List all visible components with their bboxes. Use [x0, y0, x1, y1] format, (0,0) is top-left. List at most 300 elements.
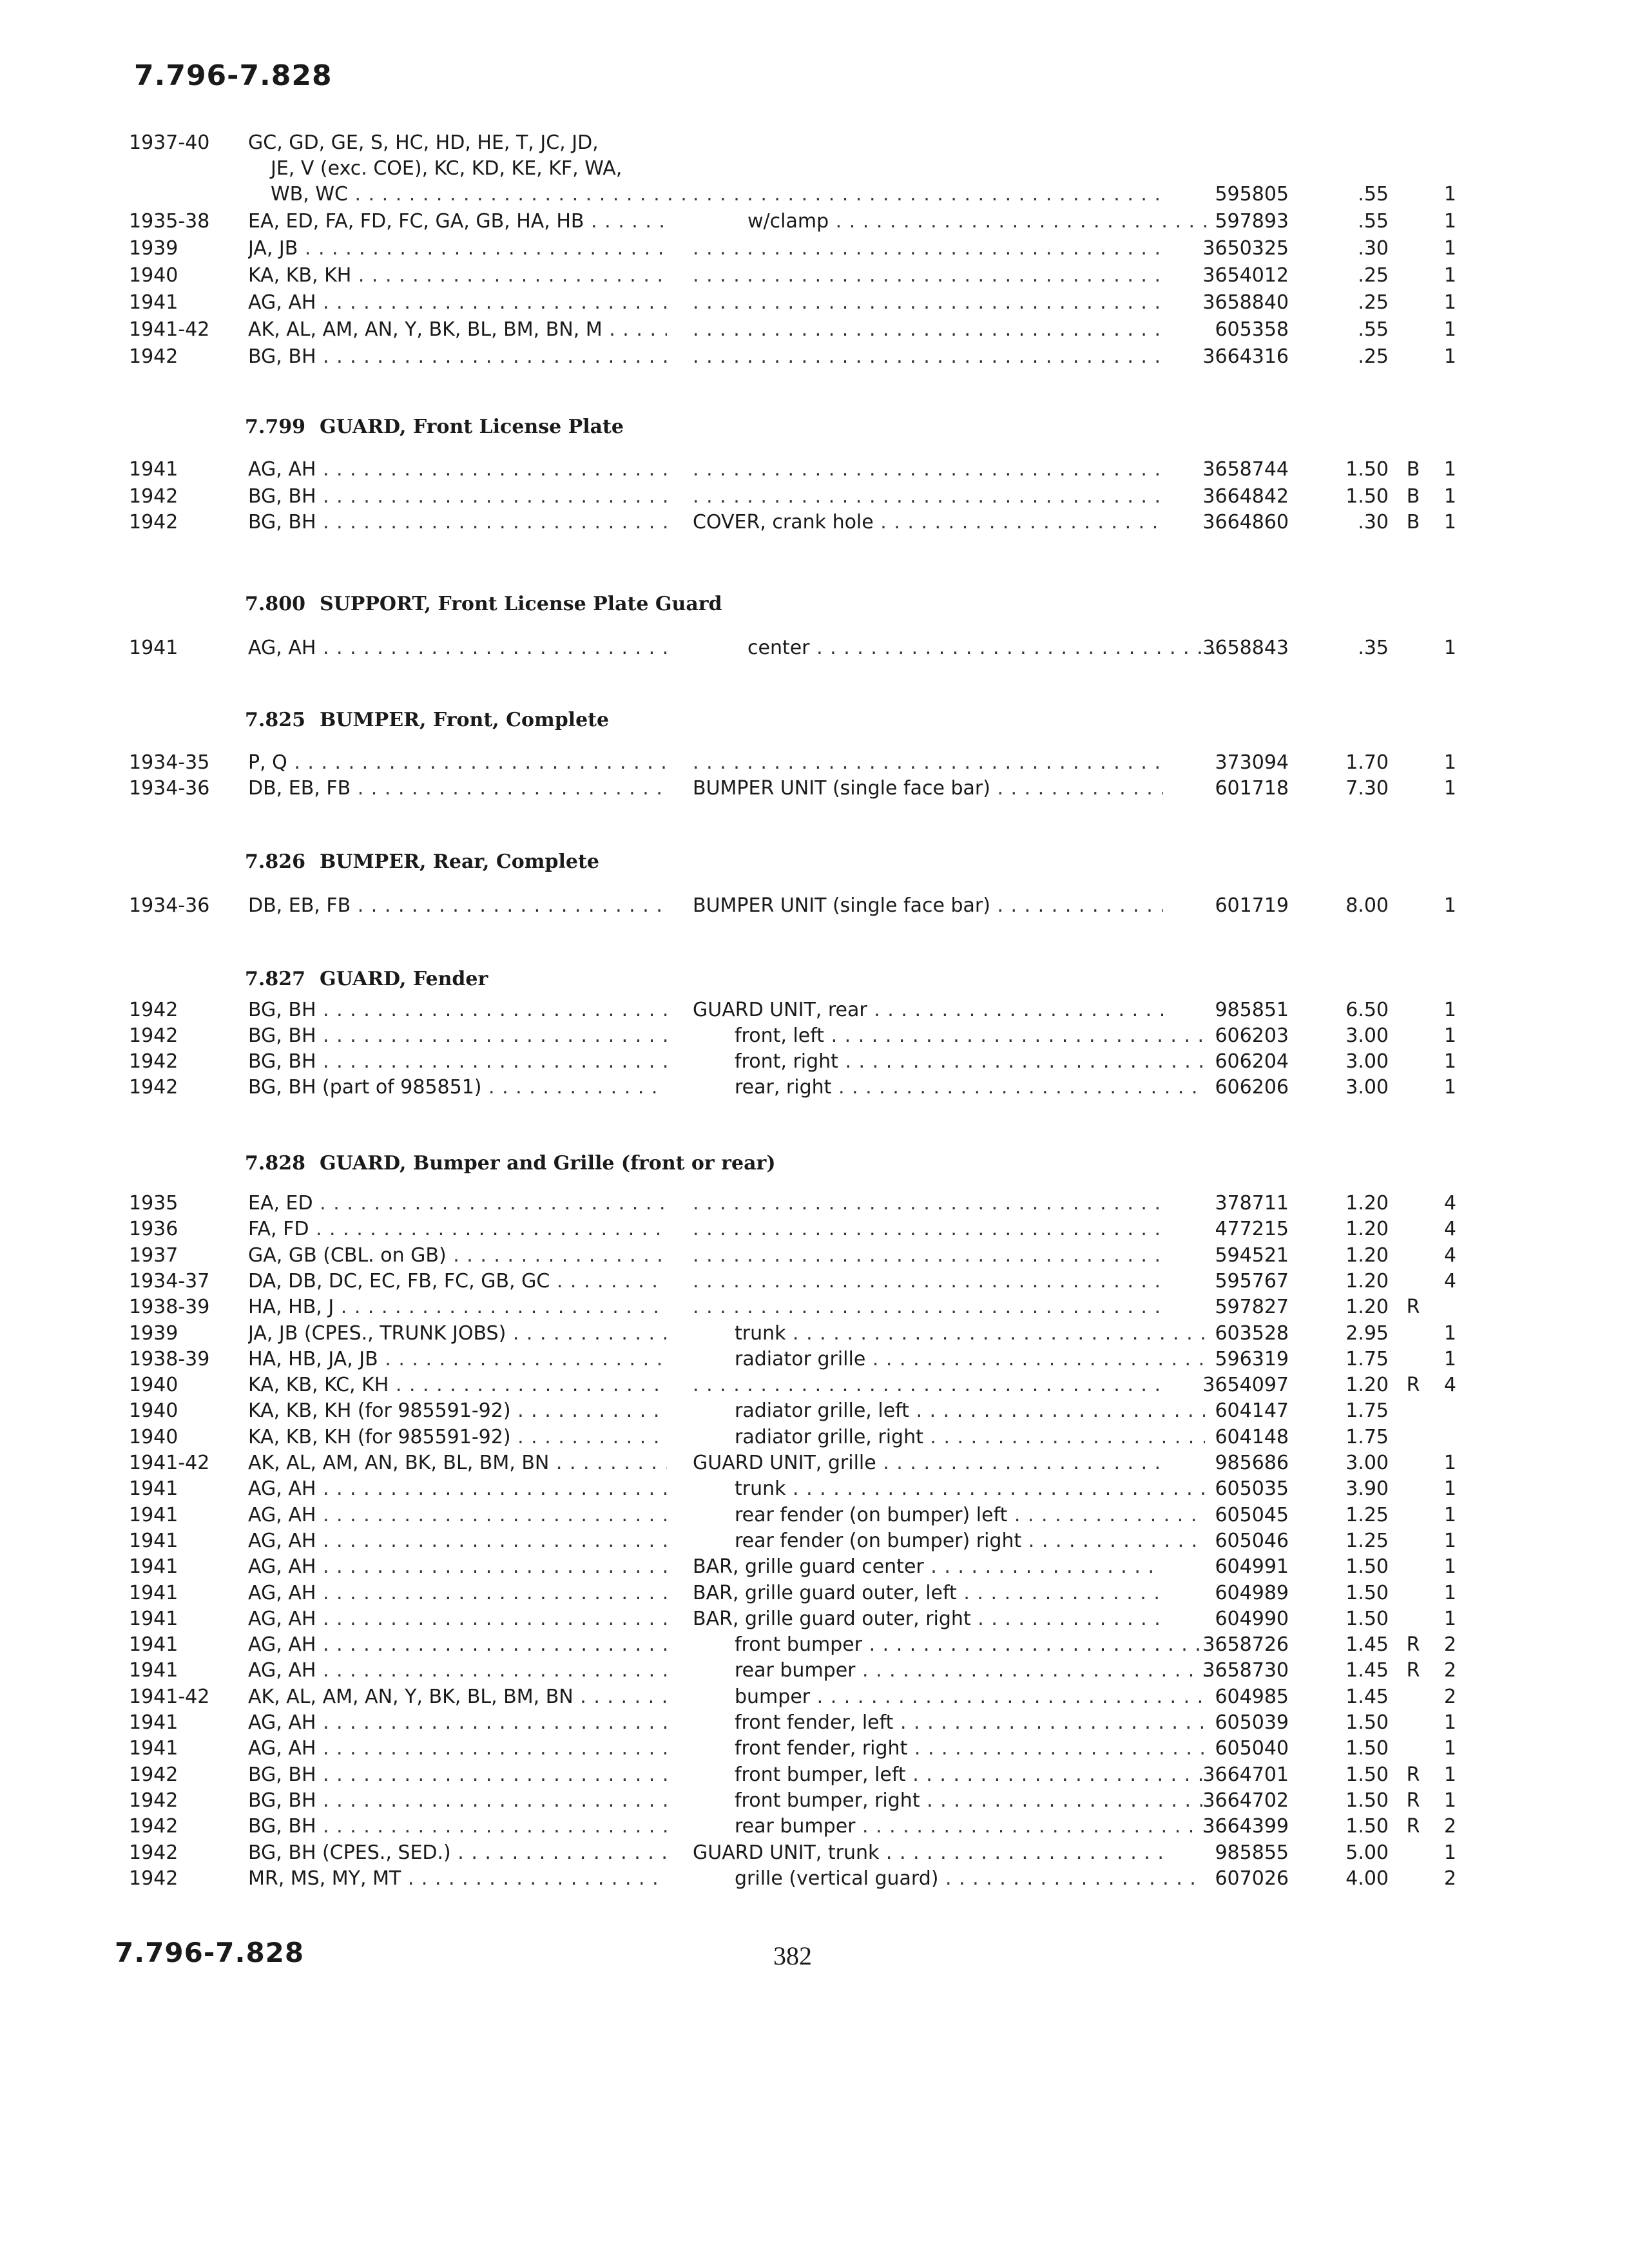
quantity-cell: 2 — [1443, 1659, 1456, 1682]
models-cell: WB, WC . . . — [248, 182, 689, 207]
description-cell: GUARD UNIT, grille . . . — [693, 1450, 1163, 1476]
description-cell — [693, 290, 1163, 316]
models-cell: BG, BH (part of 985851) . . . — [248, 1075, 667, 1100]
table-row — [0, 1581, 1629, 1606]
models-cell: JA, JB (CPES., TRUNK JOBS) . . . — [248, 1321, 667, 1347]
models-cell: AG, AH . . . — [248, 1581, 667, 1606]
quantity-cell: 1 — [1443, 183, 1456, 206]
year-cell: 1940 — [129, 1425, 178, 1448]
quantity-cell: 1 — [1443, 210, 1456, 233]
table-row — [0, 1347, 1629, 1372]
table-row — [0, 317, 1629, 343]
models-cell: AG, AH . . . — [248, 1503, 667, 1528]
models-cell: KA, KB, KH (for 985591-92) . . . — [248, 1398, 667, 1424]
year-cell: 1941 — [129, 1737, 178, 1760]
models-cell: AG, AH . . . — [248, 1606, 667, 1632]
quantity-cell: 4 — [1443, 1374, 1456, 1397]
models-cell: BG, BH . . . — [248, 1788, 667, 1814]
part-number-cell: 3664701 — [1202, 1763, 1289, 1786]
table-row — [0, 510, 1629, 535]
price-cell: .35 — [1358, 637, 1389, 659]
price-cell: 3.00 — [1345, 1024, 1389, 1047]
models-cell: AG, AH . . . — [248, 1710, 667, 1736]
models-cell: AG, AH . . . — [248, 1528, 667, 1554]
year-cell: 1940 — [129, 264, 178, 287]
model-list-line: JE, V (exc. COE), KC, KD, KE, KF, WA, — [271, 157, 622, 180]
description-cell: rear bumper . . . — [693, 1658, 1205, 1684]
part-number-cell: 604147 — [1215, 1399, 1289, 1423]
part-number-cell: 3658840 — [1202, 291, 1289, 314]
price-cell: 1.75 — [1345, 1399, 1389, 1423]
description-cell: center . . . — [693, 635, 1218, 661]
part-number-cell: 606203 — [1215, 1024, 1289, 1047]
part-number-cell: 3658726 — [1202, 1633, 1289, 1657]
price-cell: 1.50 — [1345, 1607, 1389, 1630]
models-cell: AG, AH . . . — [248, 1632, 667, 1658]
description-cell: BUMPER UNIT (single face bar) . . . — [693, 893, 1163, 919]
flag-cell: R — [1406, 1659, 1420, 1682]
models-cell: BG, BH . . . — [248, 484, 667, 510]
section-heading — [245, 850, 599, 873]
table-row — [0, 997, 1629, 1023]
models-cell: MR, MS, MY, MT . . . — [248, 1866, 667, 1892]
part-number-cell: 605035 — [1215, 1477, 1289, 1501]
year-cell: 1937 — [129, 1244, 178, 1267]
part-number-cell: 985851 — [1215, 999, 1289, 1021]
table-row — [0, 290, 1629, 316]
part-number-cell: 605040 — [1215, 1737, 1289, 1760]
section-title: GUARD, Bumper and Grille (front or rear) — [319, 1152, 776, 1175]
part-number-cell: 373094 — [1215, 751, 1289, 774]
part-number-cell: 601719 — [1215, 894, 1289, 917]
year-cell: 1940 — [129, 1374, 178, 1397]
models-cell: HA, HB, JA, JB . . . — [248, 1347, 667, 1372]
year-cell: 1942 — [129, 485, 178, 508]
price-cell: 1.50 — [1345, 1581, 1389, 1604]
quantity-cell: 1 — [1443, 264, 1456, 287]
quantity-cell: 2 — [1443, 1685, 1456, 1708]
table-row — [0, 263, 1629, 289]
price-cell: 1.20 — [1345, 1269, 1389, 1293]
year-cell: 1941-42 — [129, 1685, 210, 1708]
part-number-cell: 596319 — [1215, 1347, 1289, 1370]
price-cell: 1.20 — [1345, 1218, 1389, 1241]
quantity-cell: 2 — [1443, 1815, 1456, 1838]
table-row — [0, 1425, 1629, 1450]
year-cell: 1941-42 — [129, 318, 210, 341]
price-cell: 1.50 — [1345, 485, 1389, 508]
price-cell: 1.25 — [1345, 1503, 1389, 1526]
price-cell: .55 — [1358, 183, 1389, 206]
models-cell: AG, AH . . . — [248, 1736, 667, 1762]
quantity-cell: 1 — [1443, 1024, 1456, 1047]
flag-cell: R — [1406, 1763, 1420, 1786]
part-number-cell: 605358 — [1215, 318, 1289, 341]
section-number: 7.827 — [245, 968, 305, 990]
section-title: GUARD, Fender — [319, 968, 488, 990]
year-cell: 1934-37 — [129, 1269, 210, 1293]
year-cell: 1934-36 — [129, 777, 210, 800]
models-cell: KA, KB, KH (for 985591-92) . . . — [248, 1425, 667, 1450]
models-cell: AG, AH . . . — [248, 1554, 667, 1580]
table-row — [0, 1554, 1629, 1580]
price-cell: 3.00 — [1345, 1050, 1389, 1073]
quantity-cell: 4 — [1443, 1244, 1456, 1267]
price-cell: 5.00 — [1345, 1841, 1389, 1864]
description-cell — [693, 182, 1163, 207]
description-cell: front bumper . . . — [693, 1632, 1205, 1658]
part-number-cell: 3650325 — [1202, 237, 1289, 260]
part-number-cell: 3664842 — [1202, 485, 1289, 508]
year-cell: 1942 — [129, 1789, 178, 1812]
description-cell: BUMPER UNIT (single face bar) . . . — [693, 776, 1163, 802]
flag-cell: B — [1406, 458, 1420, 481]
models-cell: BG, BH . . . — [248, 1814, 667, 1840]
description-cell: radiator grille, left . . . — [693, 1398, 1205, 1424]
year-cell: 1941 — [129, 1659, 178, 1682]
flag-cell: R — [1406, 1296, 1420, 1319]
description-cell: rear fender (on bumper) left . . . — [693, 1503, 1205, 1528]
table-row — [0, 1049, 1629, 1075]
table-row — [0, 1814, 1629, 1840]
table-row — [0, 457, 1629, 483]
price-cell: 1.25 — [1345, 1529, 1389, 1552]
price-cell: 1.20 — [1345, 1244, 1389, 1267]
price-cell: 1.50 — [1345, 1789, 1389, 1812]
table-row — [0, 1840, 1629, 1866]
part-number-cell: 595805 — [1215, 183, 1289, 206]
price-cell: 1.50 — [1345, 1763, 1389, 1786]
models-cell: KA, KB, KH . . . — [248, 263, 667, 289]
price-cell: .25 — [1358, 264, 1389, 287]
year-cell: 1942 — [129, 999, 178, 1021]
price-cell: 1.45 — [1345, 1685, 1389, 1708]
price-cell: 8.00 — [1345, 894, 1389, 917]
description-cell: GUARD UNIT, rear . . . — [693, 997, 1163, 1023]
year-cell: 1942 — [129, 1867, 178, 1890]
section-title: GUARD, Front License Plate — [319, 416, 624, 438]
year-cell: 1941 — [129, 1711, 178, 1734]
price-cell: 3.00 — [1345, 1452, 1389, 1474]
price-cell: 7.30 — [1345, 777, 1389, 800]
section-heading — [245, 968, 488, 990]
description-cell: rear bumper . . . — [693, 1814, 1205, 1840]
section-heading — [245, 1152, 776, 1175]
part-number-cell: 477215 — [1215, 1218, 1289, 1241]
part-number-cell: 594521 — [1215, 1244, 1289, 1267]
quantity-cell: 1 — [1443, 1581, 1456, 1604]
description-cell: trunk . . . — [693, 1321, 1205, 1347]
price-cell: 1.50 — [1345, 1815, 1389, 1838]
part-number-cell: 3658843 — [1202, 637, 1289, 659]
part-number-cell: 597893 — [1215, 210, 1289, 233]
year-cell: 1938-39 — [129, 1296, 210, 1319]
section-heading — [245, 416, 624, 438]
description-cell — [693, 1191, 1163, 1216]
price-cell: 1.50 — [1345, 1555, 1389, 1579]
quantity-cell: 1 — [1443, 318, 1456, 341]
price-cell: 1.20 — [1345, 1374, 1389, 1397]
part-number-cell: 3654012 — [1202, 264, 1289, 287]
table-row — [0, 1658, 1629, 1684]
description-cell: w/clamp . . . — [693, 209, 1218, 235]
table-row — [0, 1788, 1629, 1814]
flag-cell: R — [1406, 1815, 1420, 1838]
model-list-line: GC, GD, GE, S, HC, HD, HE, T, JC, JD, — [248, 131, 599, 154]
models-cell: JA, JB . . . — [248, 236, 667, 262]
year-cell: 1935-38 — [129, 210, 210, 233]
quantity-cell: 1 — [1443, 1555, 1456, 1579]
price-cell: 1.20 — [1345, 1192, 1389, 1215]
price-cell: 1.50 — [1345, 1711, 1389, 1734]
table-row — [0, 1294, 1629, 1320]
part-number-cell: 595767 — [1215, 1269, 1289, 1293]
description-cell: bumper . . . — [693, 1684, 1205, 1710]
table-row — [0, 1710, 1629, 1736]
price-cell: .55 — [1358, 318, 1389, 341]
part-number-cell: 3658744 — [1202, 458, 1289, 481]
models-cell: EA, ED, FA, FD, FC, GA, GB, HA, HB . . . — [248, 209, 667, 235]
description-cell: radiator grille . . . — [693, 1347, 1205, 1372]
models-cell: AK, AL, AM, AN, BK, BL, BM, BN . . . — [248, 1450, 667, 1476]
table-row — [0, 1372, 1629, 1398]
year-cell: 1942 — [129, 1841, 178, 1864]
quantity-cell: 1 — [1443, 485, 1456, 508]
year-cell: 1939 — [129, 237, 178, 260]
part-number-cell: 3654097 — [1202, 1374, 1289, 1397]
year-cell: 1942 — [129, 1076, 178, 1099]
table-row — [0, 1762, 1629, 1788]
price-cell: 2.95 — [1345, 1321, 1389, 1345]
description-cell — [693, 1294, 1163, 1320]
price-cell: .55 — [1358, 210, 1389, 233]
year-cell: 1941 — [129, 1607, 178, 1630]
quantity-cell: 1 — [1443, 1841, 1456, 1864]
flag-cell: B — [1406, 485, 1420, 508]
page-footer-range: 7.796-7.828 — [115, 1937, 305, 1968]
table-row — [0, 1321, 1629, 1347]
description-cell: BAR, grille guard center . . . — [693, 1554, 1163, 1580]
quantity-cell: 1 — [1443, 1607, 1456, 1630]
table-row — [0, 209, 1629, 235]
models-cell: DB, EB, FB . . . — [248, 776, 667, 802]
description-cell — [693, 750, 1163, 776]
table-row — [0, 130, 1629, 156]
part-number-cell: 3664702 — [1202, 1789, 1289, 1812]
year-cell: 1941 — [129, 1529, 178, 1552]
quantity-cell: 1 — [1443, 291, 1456, 314]
table-row — [0, 635, 1629, 661]
description-cell: GUARD UNIT, trunk . . . — [693, 1840, 1163, 1866]
price-cell: 1.75 — [1345, 1347, 1389, 1370]
quantity-cell: 1 — [1443, 237, 1456, 260]
quantity-cell: 4 — [1443, 1218, 1456, 1241]
part-number-cell: 601718 — [1215, 777, 1289, 800]
part-number-cell: 604990 — [1215, 1607, 1289, 1630]
table-row — [0, 1632, 1629, 1658]
description-cell — [693, 263, 1163, 289]
page-number: 382 — [773, 1941, 812, 1970]
year-cell: 1935 — [129, 1192, 178, 1215]
price-cell: 1.45 — [1345, 1659, 1389, 1682]
quantity-cell: 1 — [1443, 345, 1456, 368]
table-row — [0, 776, 1629, 802]
price-cell: 6.50 — [1345, 999, 1389, 1021]
quantity-cell: 1 — [1443, 777, 1456, 800]
table-row — [0, 236, 1629, 262]
price-cell: 1.45 — [1345, 1633, 1389, 1657]
quantity-cell: 1 — [1443, 1529, 1456, 1552]
part-number-cell: 378711 — [1215, 1192, 1289, 1215]
models-cell: AK, AL, AM, AN, Y, BK, BL, BM, BN, M . . . — [248, 317, 667, 343]
section-number: 7.799 — [245, 416, 305, 438]
flag-cell: R — [1406, 1374, 1420, 1397]
description-cell: BAR, grille guard outer, left . . . — [693, 1581, 1163, 1606]
models-cell: AG, AH . . . — [248, 635, 667, 661]
section-heading — [245, 593, 722, 615]
models-cell: DB, EB, FB . . . — [248, 893, 667, 919]
table-row — [0, 1866, 1629, 1892]
price-cell: 1.75 — [1345, 1425, 1389, 1448]
description-cell — [693, 236, 1163, 262]
table-row — [0, 1606, 1629, 1632]
quantity-cell: 1 — [1443, 1347, 1456, 1370]
table-row — [0, 484, 1629, 510]
price-cell: 1.50 — [1345, 458, 1389, 481]
part-number-cell: 604985 — [1215, 1685, 1289, 1708]
year-cell: 1940 — [129, 1399, 178, 1423]
part-number-cell: 3664316 — [1202, 345, 1289, 368]
description-cell — [693, 317, 1163, 343]
description-cell: rear, right . . . — [693, 1075, 1205, 1100]
description-cell — [693, 1372, 1163, 1398]
models-cell: AG, AH . . . — [248, 1658, 667, 1684]
flag-cell: R — [1406, 1789, 1420, 1812]
models-cell: BG, BH . . . — [248, 1762, 667, 1788]
models-cell: BG, BH . . . — [248, 1023, 667, 1049]
price-cell: 3.00 — [1345, 1076, 1389, 1099]
table-row — [0, 1528, 1629, 1554]
quantity-cell: 4 — [1443, 1192, 1456, 1215]
description-cell — [693, 1216, 1163, 1242]
year-cell: 1941 — [129, 291, 178, 314]
year-cell: 1934-35 — [129, 751, 210, 774]
year-cell: 1941 — [129, 1633, 178, 1657]
section-number: 7.828 — [245, 1152, 305, 1175]
quantity-cell: 1 — [1443, 894, 1456, 917]
quantity-cell: 1 — [1443, 458, 1456, 481]
table-row — [0, 893, 1629, 919]
models-cell: BG, BH . . . — [248, 997, 667, 1023]
models-cell: AK, AL, AM, AN, Y, BK, BL, BM, BN . . . — [248, 1684, 667, 1710]
year-cell: 1941 — [129, 1503, 178, 1526]
year-cell: 1942 — [129, 1050, 178, 1073]
section-title: SUPPORT, Front License Plate Guard — [319, 593, 722, 615]
models-cell: GA, GB (CBL. on GB) . . . — [248, 1243, 667, 1269]
part-number-cell: 606206 — [1215, 1076, 1289, 1099]
part-number-cell: 985686 — [1215, 1452, 1289, 1474]
price-cell: .30 — [1358, 511, 1389, 533]
table-row — [0, 1269, 1629, 1294]
part-number-cell: 607026 — [1215, 1867, 1289, 1890]
page-header-range: 7.796-7.828 — [134, 59, 333, 92]
models-cell: BG, BH (CPES., SED.) . . . — [248, 1840, 667, 1866]
part-number-cell: 3658730 — [1202, 1659, 1289, 1682]
year-cell: 1938-39 — [129, 1347, 210, 1370]
year-cell: 1942 — [129, 511, 178, 533]
quantity-cell: 4 — [1443, 1269, 1456, 1293]
table-row — [0, 182, 1629, 207]
description-cell: rear fender (on bumper) right . . . — [693, 1528, 1205, 1554]
year-cell: 1942 — [129, 1763, 178, 1786]
table-row — [0, 1398, 1629, 1424]
table-row — [0, 1684, 1629, 1710]
table-row — [0, 1736, 1629, 1762]
description-cell — [693, 457, 1163, 483]
year-cell: 1942 — [129, 1815, 178, 1838]
description-cell: front fender, left . . . — [693, 1710, 1205, 1736]
description-cell: front bumper, left . . . — [693, 1762, 1205, 1788]
table-row — [0, 1191, 1629, 1216]
year-cell: 1941 — [129, 637, 178, 659]
part-number-cell: 985855 — [1215, 1841, 1289, 1864]
table-row — [0, 1216, 1629, 1242]
year-cell: 1941 — [129, 1477, 178, 1501]
section-number: 7.825 — [245, 709, 305, 731]
quantity-cell: 1 — [1443, 511, 1456, 533]
description-cell: front fender, right . . . — [693, 1736, 1205, 1762]
quantity-cell: 1 — [1443, 1321, 1456, 1345]
models-cell: P, Q . . . — [248, 750, 667, 776]
quantity-cell: 1 — [1443, 1711, 1456, 1734]
table-row — [0, 1075, 1629, 1100]
part-number-cell: 606204 — [1215, 1050, 1289, 1073]
year-cell: 1941 — [129, 458, 178, 481]
section-number: 7.800 — [245, 593, 305, 615]
table-row — [0, 750, 1629, 776]
price-cell: 4.00 — [1345, 1867, 1389, 1890]
price-cell: .30 — [1358, 237, 1389, 260]
table-row — [0, 1476, 1629, 1502]
flag-cell: B — [1406, 511, 1420, 533]
year-cell: 1942 — [129, 1024, 178, 1047]
models-cell: BG, BH . . . — [248, 510, 667, 535]
quantity-cell: 1 — [1443, 999, 1456, 1021]
description-cell — [693, 1269, 1163, 1294]
quantity-cell: 1 — [1443, 1503, 1456, 1526]
year-cell: 1941-42 — [129, 1452, 210, 1474]
models-cell: DA, DB, DC, EC, FB, FC, GB, GC . . . — [248, 1269, 667, 1294]
part-number-cell: 604991 — [1215, 1555, 1289, 1579]
section-title: BUMPER, Rear, Complete — [319, 850, 599, 873]
models-cell: AG, AH . . . — [248, 290, 667, 316]
quantity-cell: 1 — [1443, 1737, 1456, 1760]
year-cell: 1934-36 — [129, 894, 210, 917]
description-cell — [693, 484, 1163, 510]
quantity-cell: 1 — [1443, 637, 1456, 659]
quantity-cell: 1 — [1443, 1076, 1456, 1099]
part-number-cell: 605039 — [1215, 1711, 1289, 1734]
part-number-cell: 3664860 — [1202, 511, 1289, 533]
quantity-cell: 1 — [1443, 1452, 1456, 1474]
quantity-cell: 1 — [1443, 1477, 1456, 1501]
year-cell: 1939 — [129, 1321, 178, 1345]
models-cell: FA, FD . . . — [248, 1216, 667, 1242]
models-cell: AG, AH . . . — [248, 457, 667, 483]
price-cell: 3.90 — [1345, 1477, 1389, 1501]
part-number-cell: 604148 — [1215, 1425, 1289, 1448]
description-cell: front, left . . . — [693, 1023, 1205, 1049]
